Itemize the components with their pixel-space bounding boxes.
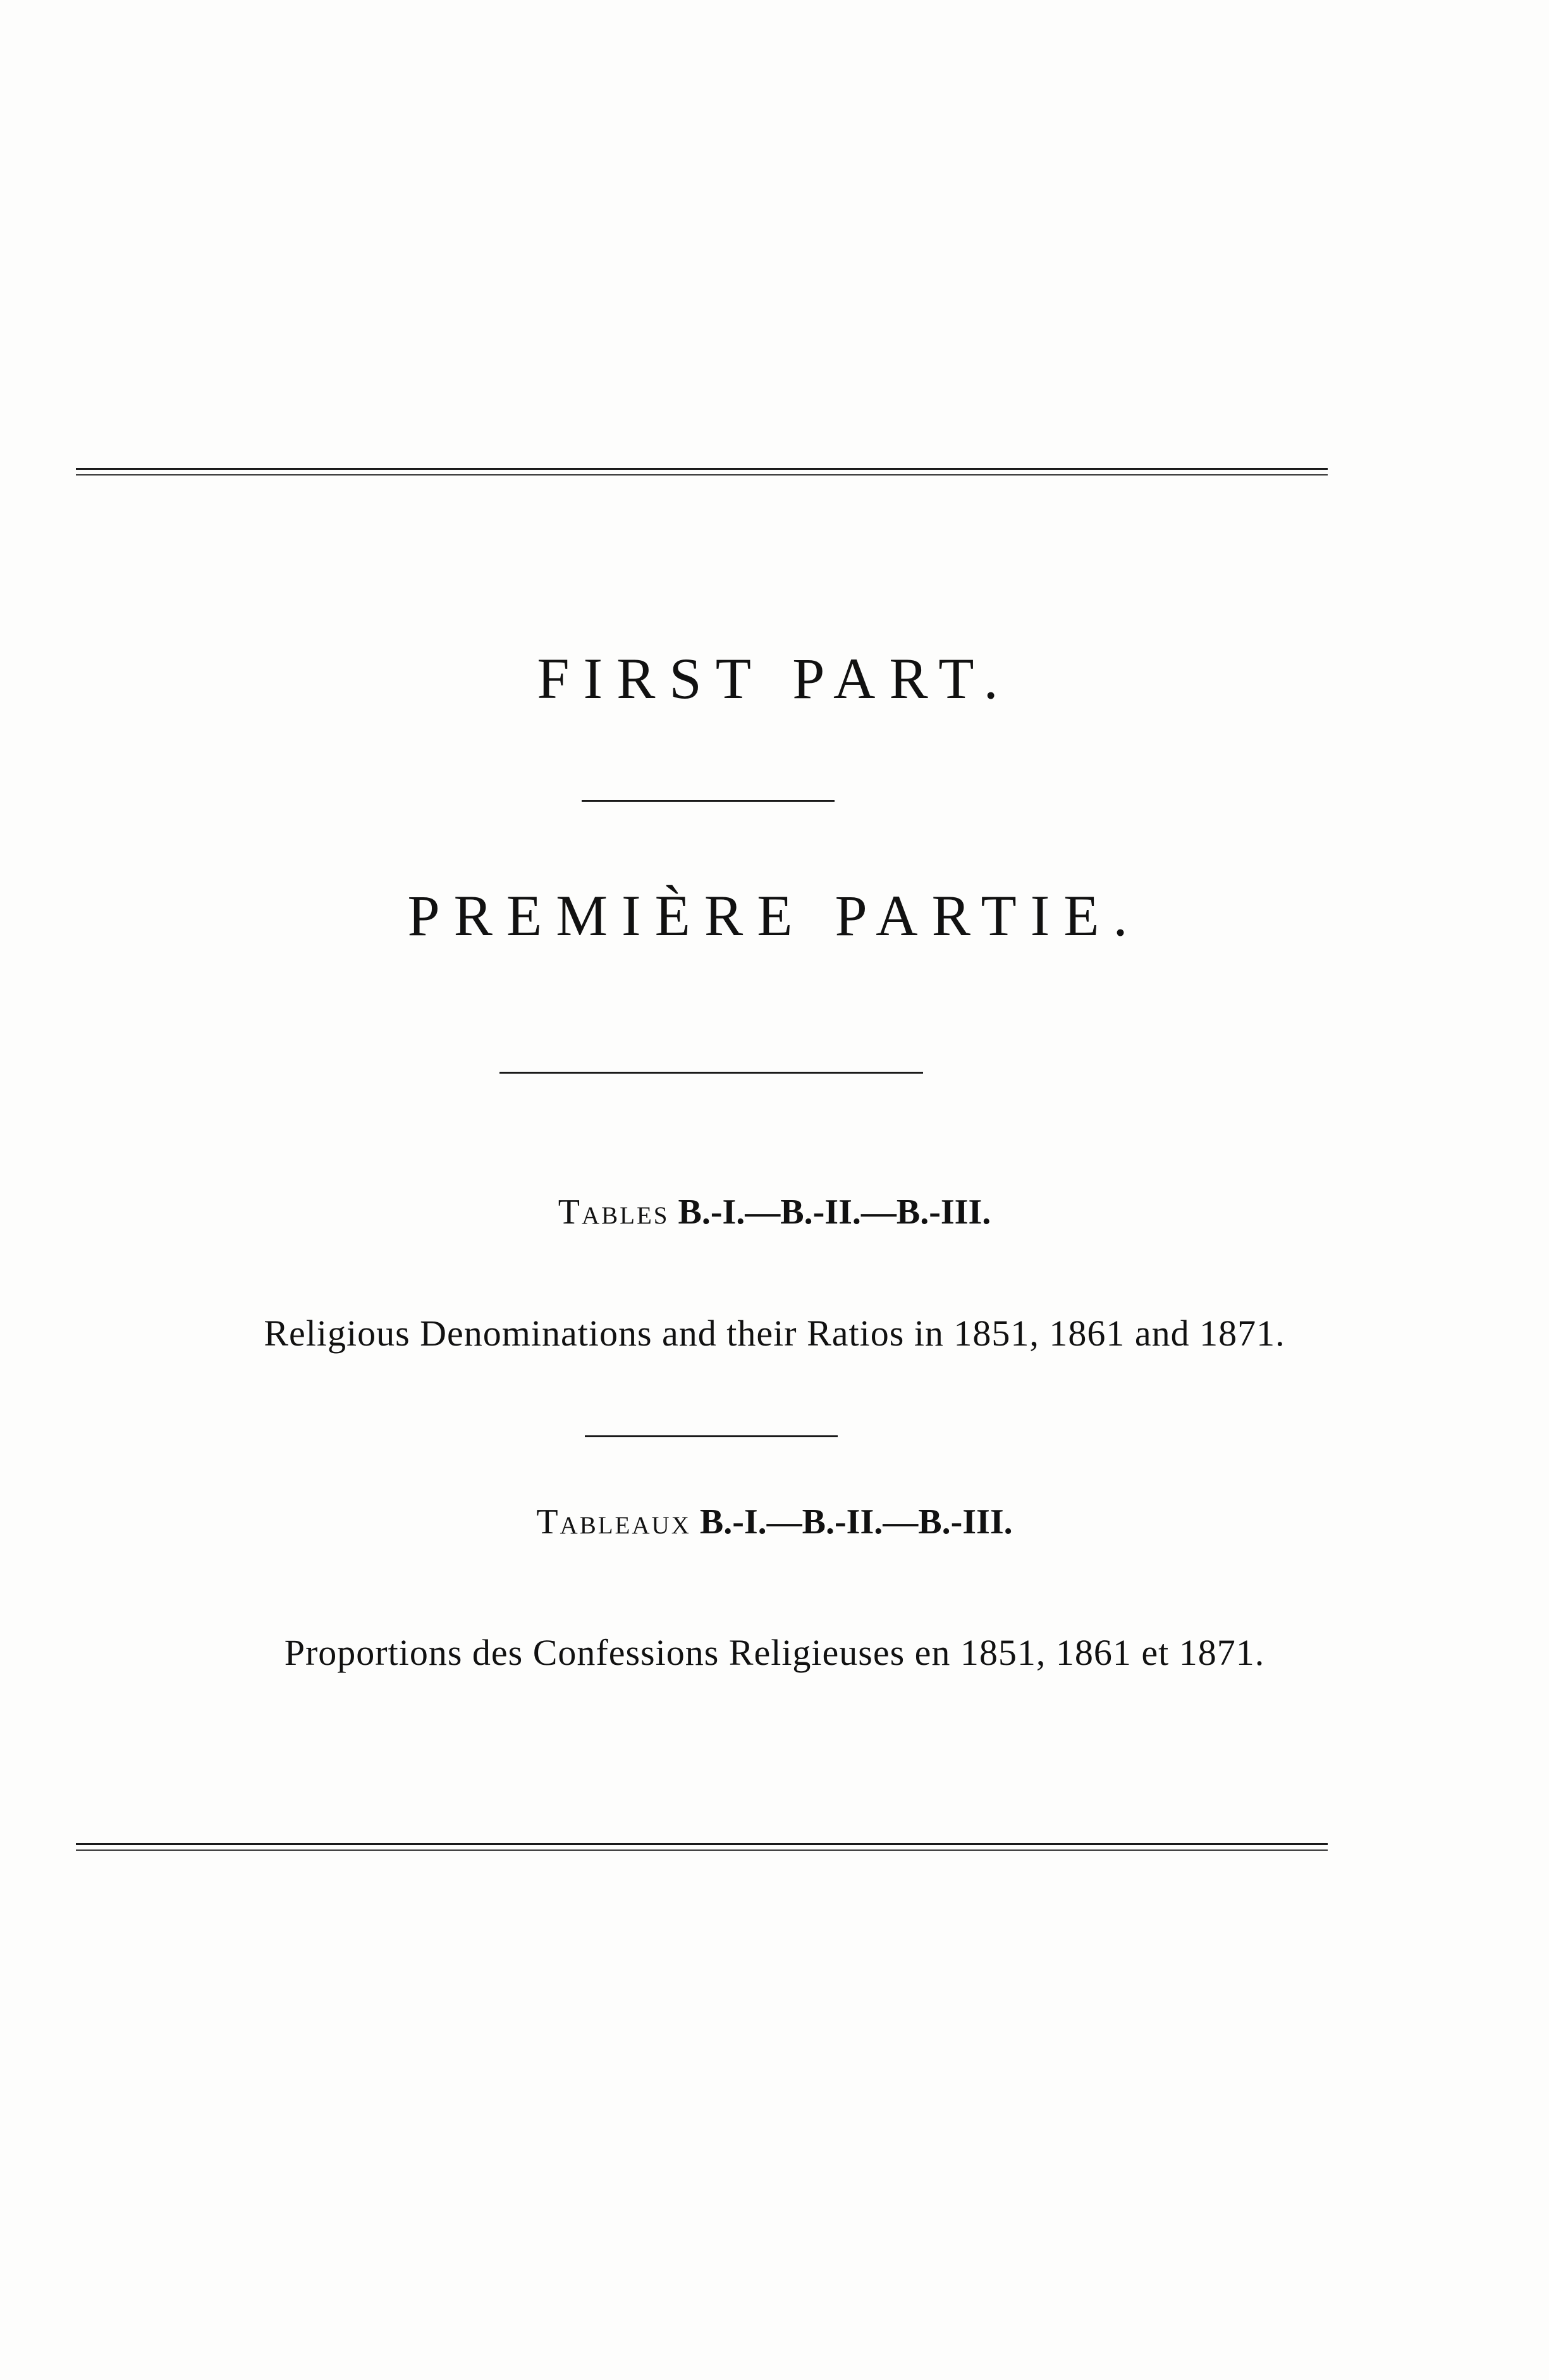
divider-rule (499, 1072, 923, 1074)
heading-premiere-partie: PREMIÈRE PARTIE. (407, 883, 1142, 948)
top-double-rule (76, 468, 1328, 477)
tables-label-fr (0, 1502, 1549, 1542)
heading-first-part: FIRST PART. (537, 646, 1012, 711)
divider-rule (582, 800, 835, 802)
description-fr: Proportions des Confessions Religieuses en 1851, 1861 et 1871. (284, 1632, 1265, 1673)
description-en: Religious Denominations and their Ratios in 1851, 1861 and 1871. (264, 1313, 1285, 1354)
tables-codes-fr: B.-I.—B.-II.—B.-III. (699, 1502, 1013, 1542)
tables-codes-en: B.-I.—B.-II.—B.-III. (678, 1193, 991, 1232)
tables-label-en (0, 1192, 1549, 1232)
divider-rule (585, 1435, 838, 1437)
tables-word-en: Tables (558, 1193, 670, 1232)
bottom-double-rule (76, 1843, 1328, 1852)
tables-word-fr: Tableaux (536, 1502, 691, 1542)
